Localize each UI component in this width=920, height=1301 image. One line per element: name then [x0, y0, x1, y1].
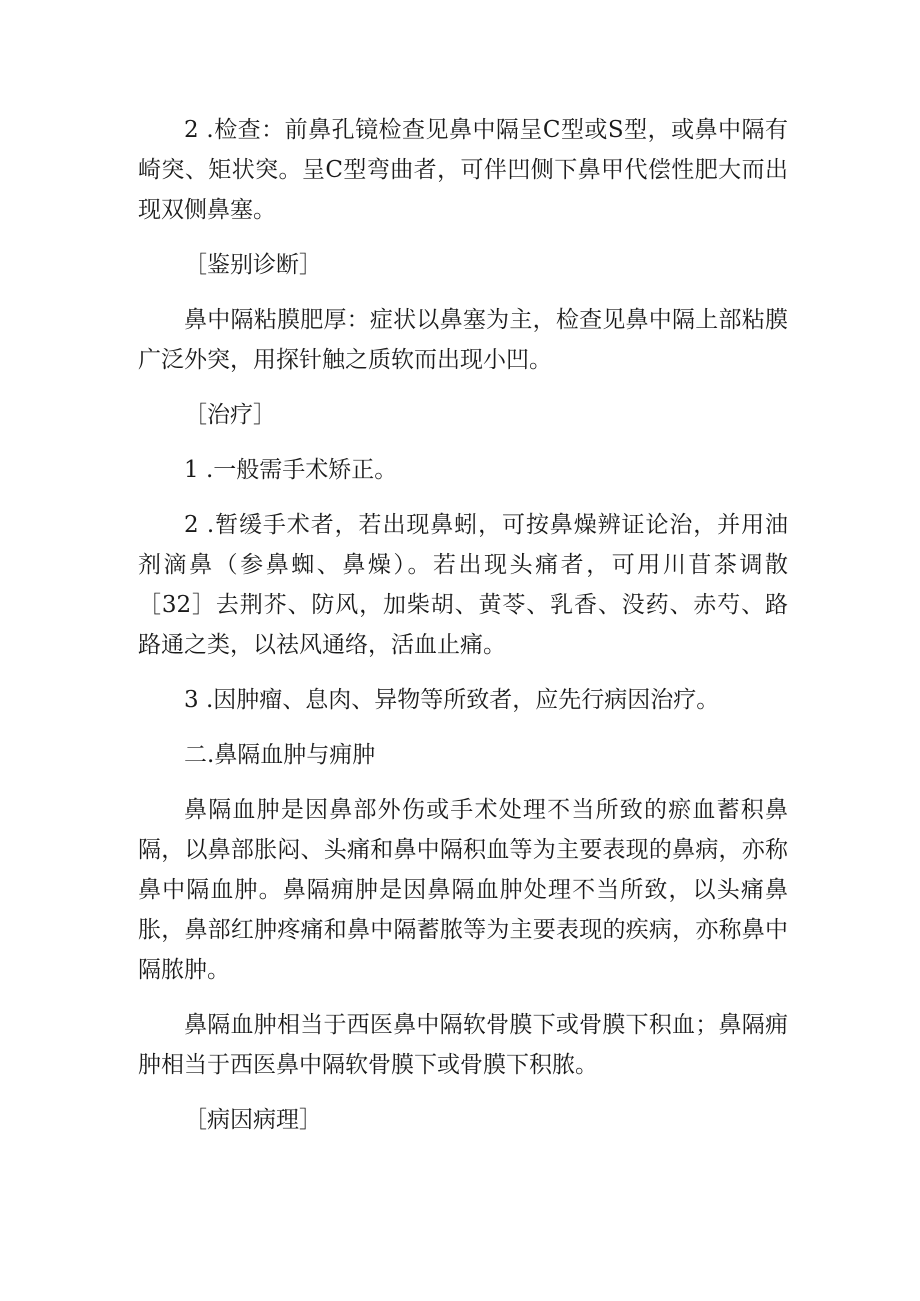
- paragraph-western-equivalent: 鼻隔血肿相当于西医鼻中隔软骨膜下或骨膜下积血；鼻隔痈肿相当于西医鼻中隔软骨膜下或骨膜下积脓。: [138, 1012, 788, 1078]
- paragraph-treatment-2: 2 .暂缓手术者，若出现鼻蚓，可按鼻燥辨证论治，并用油剂滴鼻（参鼻蜘、鼻燥）。若出现头痛者，可用川苜茶调散［32］去荆芥、防风，加柴胡、黄苓、乳香、没药、赤芍、路路通之类，以祛风通络，活血止痛。: [138, 512, 788, 658]
- heading-differential-diagnosis: ［鉴别诊断］: [184, 252, 322, 278]
- paragraph-mucosa-hypertrophy: 鼻中隔粘膜肥厚：症状以鼻塞为主，检查见鼻中隔上部粘膜广泛外突，用探针触之质软而出现小凹。: [138, 307, 788, 373]
- heading-etiology: ［病因病理］: [184, 1107, 322, 1133]
- document-body: [138, 110, 788, 1140]
- paragraph-examination: 2 .检查：前鼻孔镜检查见鼻中隔呈C型或S型，或鼻中隔有崎突、矩状突。呈C型弯曲者，可伴凹侧下鼻甲代偿性肥大而出现双侧鼻塞。: [138, 117, 788, 223]
- section-heading-hematoma: 二.鼻隔血肿与痈肿: [184, 742, 376, 768]
- paragraph-hematoma-definition: 鼻隔血肿是因鼻部外伤或手术处理不当所致的瘀血蓄积鼻隔，以鼻部胀闷、头痛和鼻中隔积血等为主要表现的鼻病，亦称鼻中隔血肿。鼻隔痈肿是因鼻隔血肿处理不当所致，以头痛鼻胀，鼻部红肿疼痛和鼻中隔蓄脓等为主要表现的疾病，亦称鼻中隔脓肿。: [138, 797, 788, 983]
- paragraph-treatment-1: 1 .一般需手术矫正。: [184, 457, 398, 483]
- paragraph-treatment-3: 3 .因肿瘤、息肉、异物等所致者，应先行病因治疗。: [184, 687, 720, 713]
- heading-treatment: ［治疗］: [184, 402, 276, 428]
